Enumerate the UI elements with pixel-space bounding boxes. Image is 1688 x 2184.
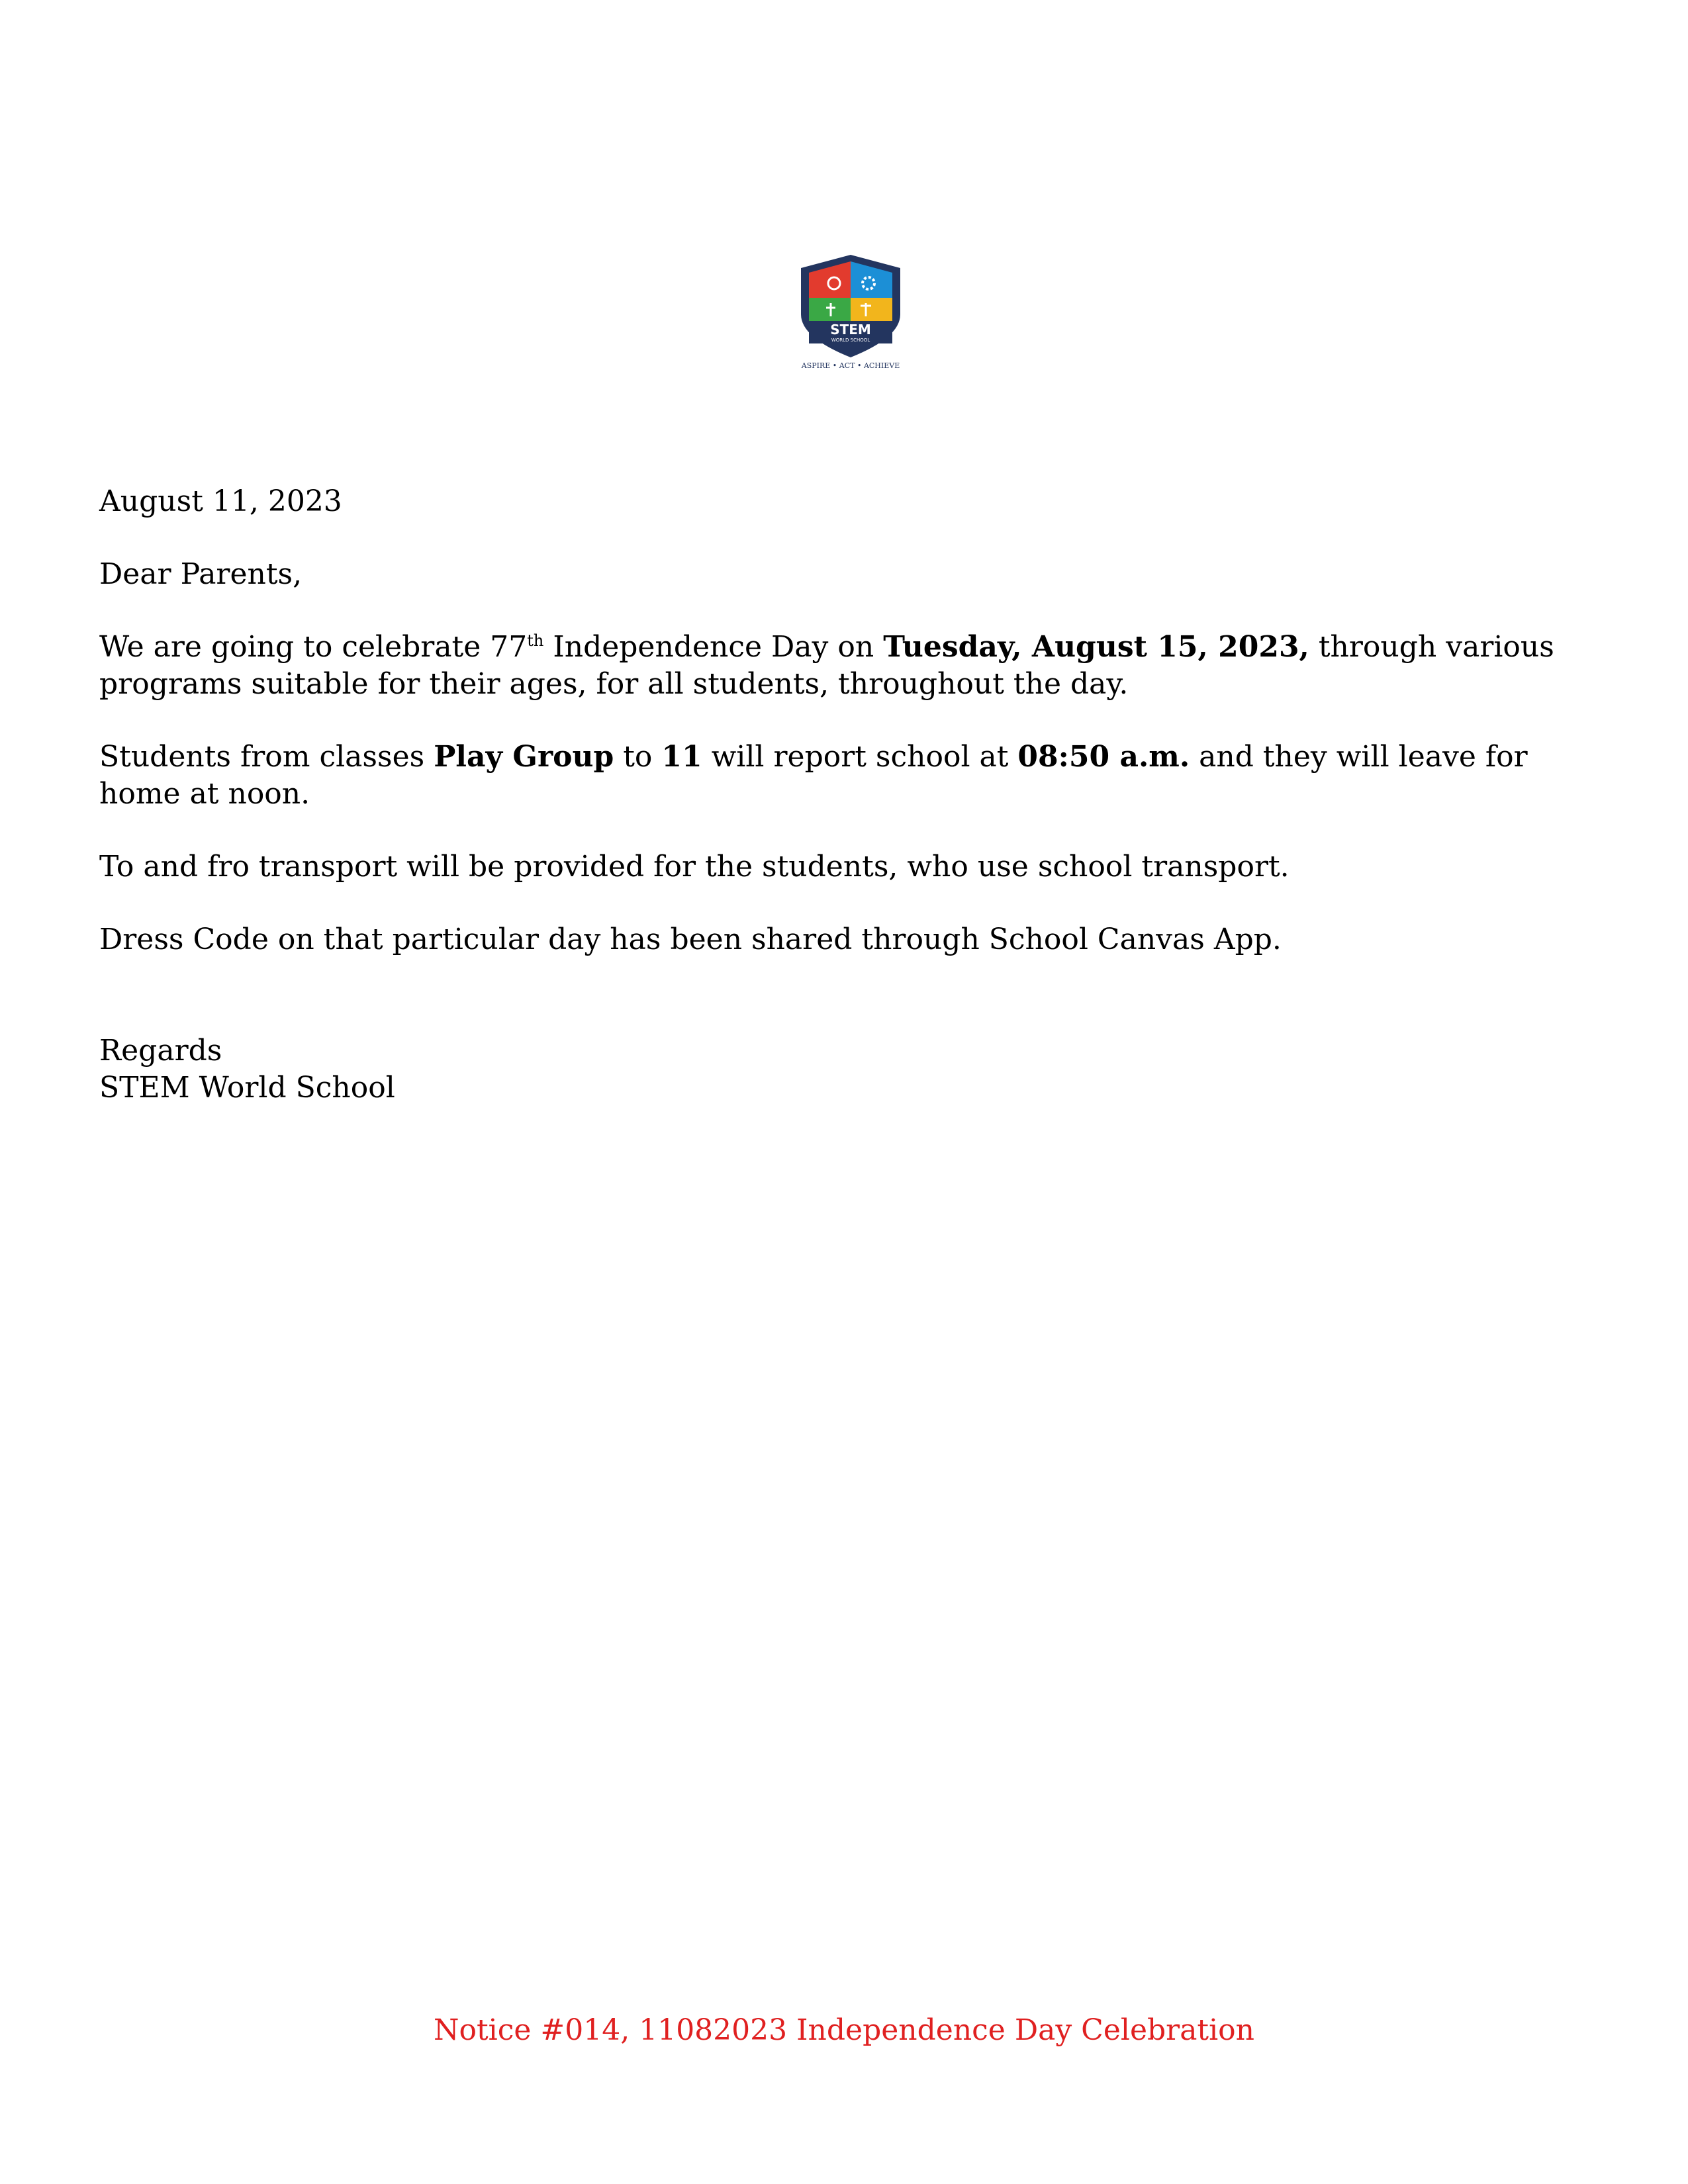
logo-motto: ASPIRE • ACT • ACHIEVE xyxy=(801,361,900,370)
paragraph-celebration xyxy=(99,629,1589,703)
p2-text-d: and they will leave for home at noon. xyxy=(99,740,1528,811)
p1-superscript: th xyxy=(527,631,544,650)
paragraph-transport: To and fro transport will be provided for the students, who use school transport. xyxy=(99,850,1289,884)
school-logo xyxy=(794,251,907,371)
school-crest-icon xyxy=(794,251,907,371)
p2-text-a: Students from classes xyxy=(99,740,434,774)
p2-report-time: 08:50 a.m. xyxy=(1017,740,1190,774)
p2-text-c: will report school at xyxy=(702,740,1018,774)
letter-body xyxy=(99,483,1589,1107)
paragraph-schedule xyxy=(99,739,1589,813)
signature: STEM World School xyxy=(99,1071,395,1105)
notice-footer: Notice #014, 11082023 Independence Day Celebration xyxy=(433,2013,1255,2047)
p1-text-b: Independence Day on xyxy=(543,630,884,664)
p1-text-a: We are going to celebrate 77 xyxy=(99,630,528,664)
p2-class-from: Play Group xyxy=(434,740,614,774)
signature-block xyxy=(99,1032,1589,1107)
p2-class-to: 11 xyxy=(661,740,702,774)
p2-text-b: to xyxy=(614,740,662,774)
p1-event-date: Tuesday, August 15, 2023, xyxy=(883,630,1309,664)
logo-subtitle: WORLD SCHOOL xyxy=(831,338,870,343)
p1-text-c: through various programs suitable for their ages, for all students, throughout the day. xyxy=(99,630,1554,701)
closing: Regards xyxy=(99,1034,222,1068)
letter-date: August 11, 2023 xyxy=(99,484,342,518)
logo-brand: STEM xyxy=(830,322,871,338)
paragraph-dress-code: Dress Code on that particular day has been shared through School Canvas App. xyxy=(99,923,1282,956)
letter-salutation: Dear Parents, xyxy=(99,557,303,591)
